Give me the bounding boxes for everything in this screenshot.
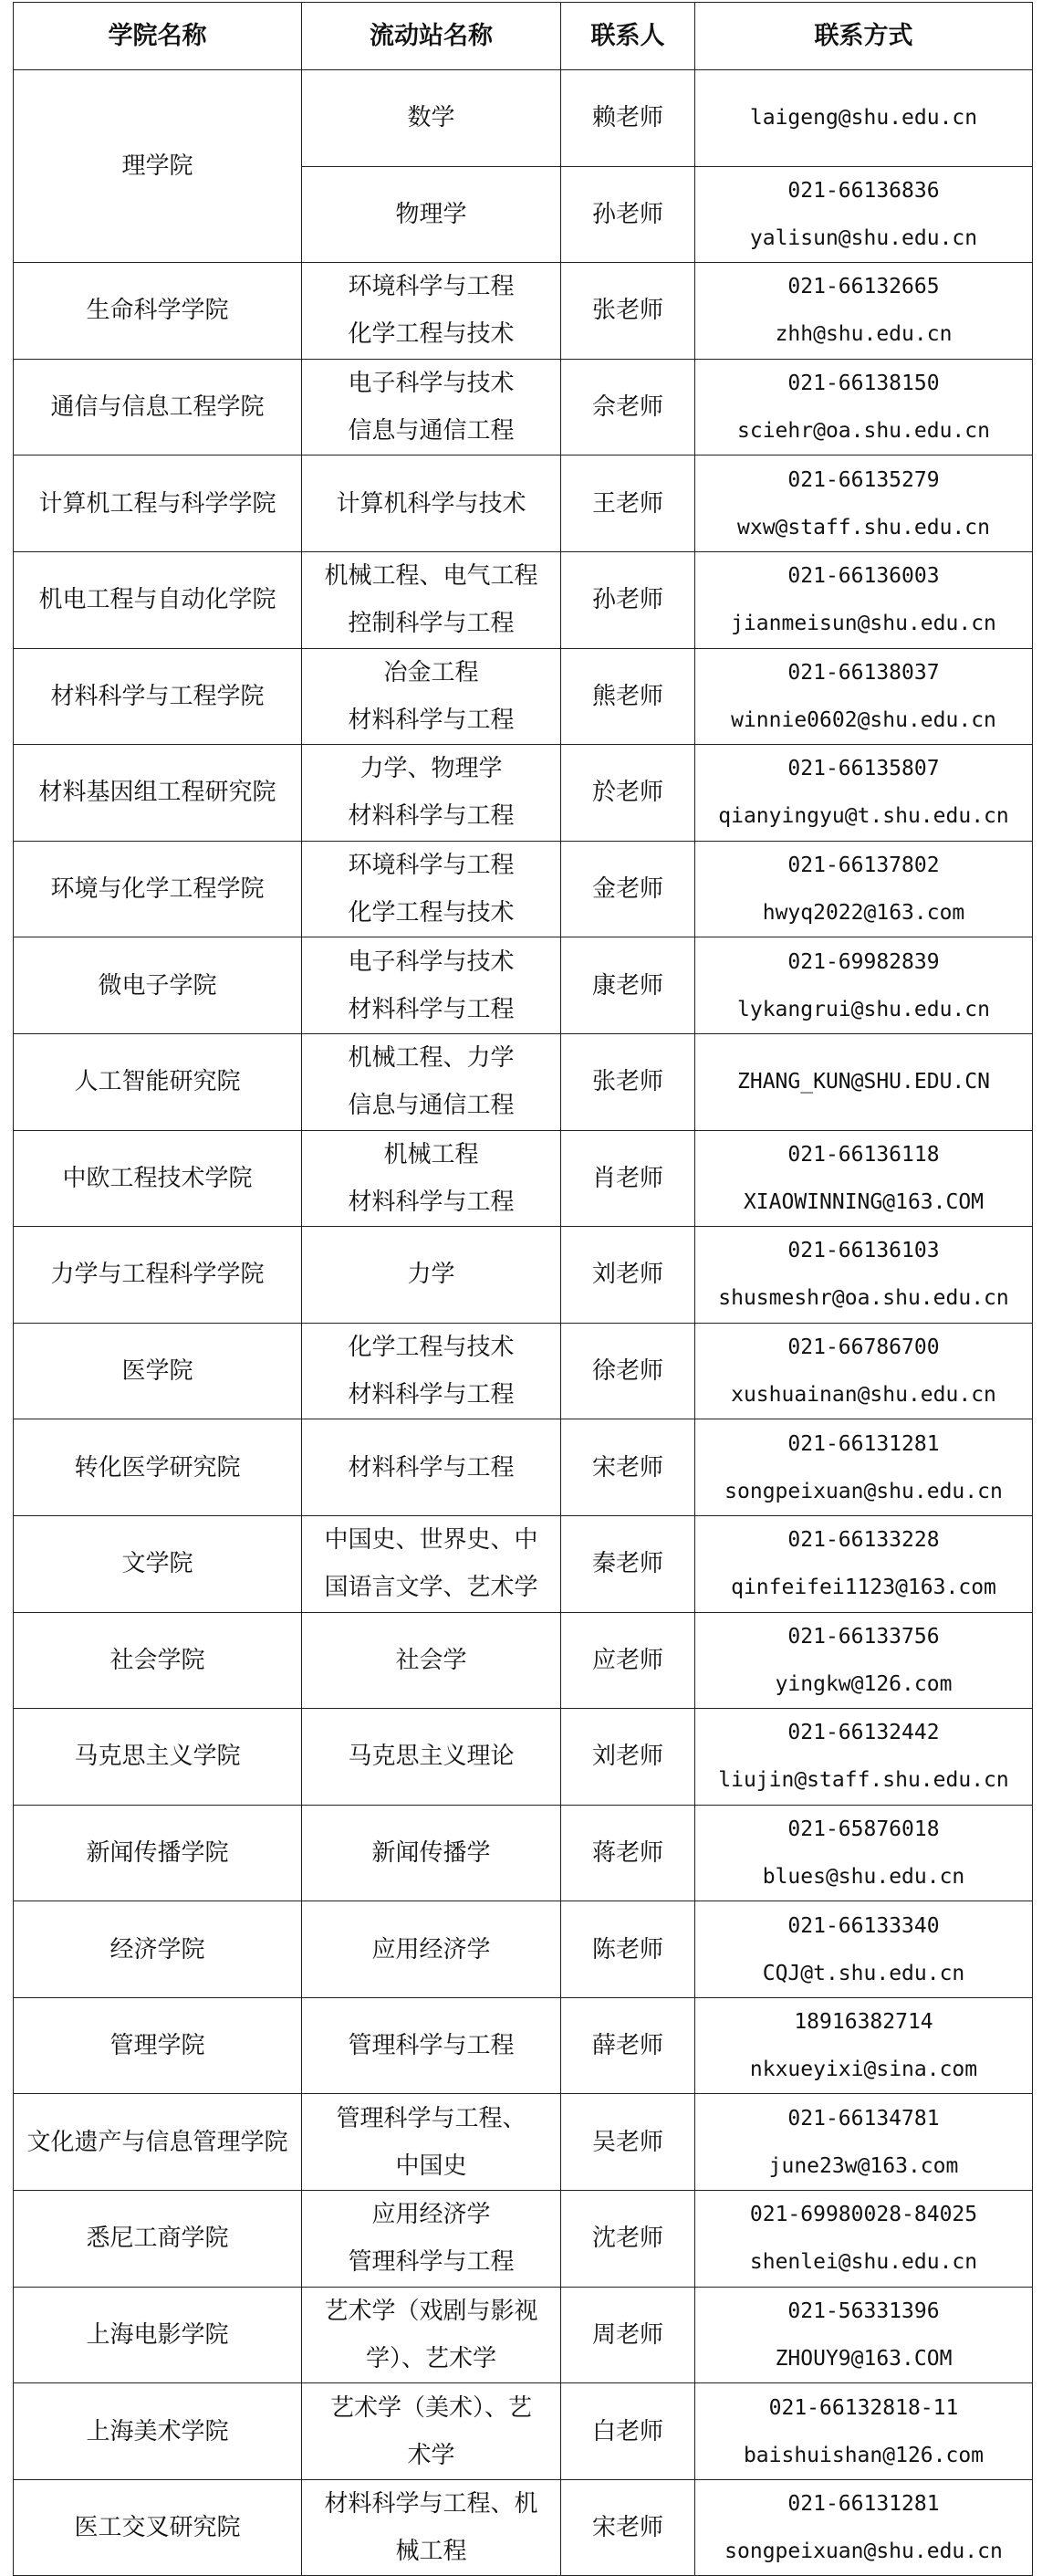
station-line: 电子科学与技术 xyxy=(348,948,515,976)
contact-info-cell xyxy=(695,2383,1033,2480)
station-line: 机械工程、力学 xyxy=(348,1044,515,1073)
email-text: shusmeshr@oa.shu.edu.cn xyxy=(718,1286,1009,1311)
college-name-cell: 理学院 xyxy=(14,70,302,263)
phone-text: 021-69980028-84025 xyxy=(749,2203,978,2227)
contact-info-cell xyxy=(695,745,1033,842)
college-name-cell: 新闻传播学院 xyxy=(14,1805,302,1901)
station-line: 冶金工程 xyxy=(383,658,479,686)
contact-person-cell: 宋老师 xyxy=(561,1419,695,1516)
station-line: 材料科学与工程 xyxy=(348,706,515,734)
contact-info-cell xyxy=(695,648,1033,745)
contact-info-cell xyxy=(695,2094,1033,2191)
station-line: 国语言文学、艺术学 xyxy=(324,1574,538,1602)
station-line: 械工程 xyxy=(395,2538,467,2566)
contact-info-cell xyxy=(695,1901,1033,1998)
college-name-cell: 马克思主义学院 xyxy=(14,1709,302,1806)
station-line: 机械工程、电气工程 xyxy=(324,562,538,591)
contact-info-cell xyxy=(695,1612,1033,1709)
station-cell xyxy=(302,2479,561,2576)
contact-person-cell: 肖老师 xyxy=(561,1130,695,1227)
table-row xyxy=(14,1033,1033,1130)
email-text: xushuainan@shu.edu.cn xyxy=(731,1383,996,1408)
station-line: 应用经济学 xyxy=(371,1935,491,1963)
contact-info-cell xyxy=(695,841,1033,937)
station-line: 信息与通信工程 xyxy=(348,1092,515,1120)
station-cell xyxy=(302,2287,561,2383)
station-line: 材料科学与工程 xyxy=(348,1453,515,1482)
table-row xyxy=(14,648,1033,745)
phone-text: 021-66132665 xyxy=(787,275,940,299)
station-cell xyxy=(302,1997,561,2094)
phone-text: 021-65876018 xyxy=(787,1817,940,1841)
college-name-cell: 医学院 xyxy=(14,1323,302,1419)
table-row xyxy=(14,937,1033,1034)
college-name-cell: 材料科学与工程学院 xyxy=(14,648,302,745)
contact-info-cell xyxy=(695,1130,1033,1227)
contact-info-cell xyxy=(695,166,1033,263)
contact-person-cell: 孙老师 xyxy=(561,551,695,648)
station-cell xyxy=(302,263,561,360)
header-station: 流动站名称 xyxy=(302,3,561,70)
contact-info-cell xyxy=(695,1323,1033,1419)
college-name-cell: 生命科学学院 xyxy=(14,263,302,360)
contact-info-cell xyxy=(695,1227,1033,1324)
phone-text: 021-66135279 xyxy=(787,467,940,492)
station-cell xyxy=(302,2094,561,2191)
college-name-cell: 经济学院 xyxy=(14,1901,302,1998)
college-name-cell: 悉尼工商学院 xyxy=(14,2191,302,2288)
contact-info-cell xyxy=(695,1997,1033,2094)
contact-info-cell xyxy=(695,359,1033,456)
email-text: qinfeifei1123@163.com xyxy=(731,1576,996,1600)
contact-person-cell: 徐老师 xyxy=(561,1323,695,1419)
contact-person-cell: 白老师 xyxy=(561,2383,695,2480)
email-text: qianyingyu@t.shu.edu.cn xyxy=(718,804,1009,829)
phone-text: 021-66133228 xyxy=(787,1528,940,1553)
contact-table xyxy=(13,2,1033,2576)
email-text: winnie0602@shu.edu.cn xyxy=(731,707,996,732)
station-line: 力学 xyxy=(407,1261,455,1289)
station-line: 管理科学与工程 xyxy=(348,2032,515,2060)
station-cell xyxy=(302,1901,561,1998)
contact-person-cell: 佘老师 xyxy=(561,359,695,456)
email-text: liujin@staff.shu.edu.cn xyxy=(718,1768,1009,1793)
email-text: songpeixuan@shu.edu.cn xyxy=(724,2539,1003,2564)
phone-text: 021-66136118 xyxy=(787,1142,940,1167)
contact-person-cell: 金老师 xyxy=(561,841,695,937)
email-text: laigeng@shu.edu.cn xyxy=(749,106,978,131)
contact-person-cell: 於老师 xyxy=(561,745,695,842)
phone-text: 021-66132818-11 xyxy=(768,2395,959,2420)
contact-info-cell xyxy=(695,1419,1033,1516)
email-text: hwyq2022@163.com xyxy=(762,901,965,926)
college-name-cell: 社会学院 xyxy=(14,1612,302,1709)
contact-person-cell: 沈老师 xyxy=(561,2191,695,2288)
college-name-cell: 文学院 xyxy=(14,1515,302,1612)
contact-info-cell xyxy=(695,1033,1033,1130)
college-name-cell: 转化医学研究院 xyxy=(14,1419,302,1516)
station-line: 材料科学与工程 xyxy=(348,802,515,831)
station-line: 控制科学与工程 xyxy=(348,610,515,638)
college-name-cell: 上海电影学院 xyxy=(14,2287,302,2383)
station-line: 管理科学与工程、 xyxy=(336,2104,526,2132)
contact-info-cell xyxy=(695,1805,1033,1901)
contact-person-cell: 熊老师 xyxy=(561,648,695,745)
station-cell xyxy=(302,1515,561,1612)
email-text: songpeixuan@shu.edu.cn xyxy=(724,1479,1003,1503)
table-row xyxy=(14,1227,1033,1324)
station-line: 艺术学（戏剧与影视 xyxy=(324,2297,538,2325)
station-cell xyxy=(302,841,561,937)
table-row xyxy=(14,1709,1033,1806)
phone-text: 021-66136003 xyxy=(787,564,940,589)
contact-person-cell: 王老师 xyxy=(561,456,695,552)
contact-person-cell: 张老师 xyxy=(561,263,695,360)
phone-text: 021-66133340 xyxy=(787,1913,940,1938)
college-name-cell: 文化遗产与信息管理学院 xyxy=(14,2094,302,2191)
phone-text: 021-66786700 xyxy=(787,1335,940,1360)
email-text: nkxueyixi@sina.com xyxy=(749,2058,978,2082)
contact-person-cell: 宋老师 xyxy=(561,2479,695,2576)
phone-text: 021-66133756 xyxy=(787,1624,940,1649)
station-line: 材料科学与工程 xyxy=(348,1381,515,1409)
phone-text: 021-66135807 xyxy=(787,757,940,781)
station-line: 马克思主义理论 xyxy=(348,1743,515,1771)
contact-info-cell xyxy=(695,263,1033,360)
station-cell xyxy=(302,2191,561,2288)
email-text: CQJ@t.shu.edu.cn xyxy=(762,1961,965,1985)
contact-person-cell: 蒋老师 xyxy=(561,1805,695,1901)
email-text: baishuishan@126.com xyxy=(743,2443,985,2467)
station-cell xyxy=(302,456,561,552)
contact-info-cell xyxy=(695,456,1033,552)
station-line: 化学工程与技术 xyxy=(348,320,515,349)
phone-text: 021-66136836 xyxy=(787,178,940,203)
phone-text: 021-56331396 xyxy=(787,2299,940,2323)
station-cell xyxy=(302,937,561,1034)
email-text: june23w@163.com xyxy=(768,2153,959,2178)
table-row xyxy=(14,1515,1033,1612)
table-row xyxy=(14,1130,1033,1227)
contact-info-cell xyxy=(695,1709,1033,1806)
station-line: 环境科学与工程 xyxy=(348,852,515,880)
header-row xyxy=(14,3,1033,70)
phone-text: 021-66131281 xyxy=(787,1431,940,1456)
station-line: 信息与通信工程 xyxy=(348,417,515,445)
phone-text: 18916382714 xyxy=(794,2010,933,2035)
contact-info-cell xyxy=(695,551,1033,648)
station-line: 材料科学与工程 xyxy=(348,995,515,1023)
contact-person-cell: 吴老师 xyxy=(561,2094,695,2191)
station-line: 新闻传播学 xyxy=(371,1838,491,1867)
station-line: 学）、艺术学 xyxy=(365,2344,496,2372)
station-cell xyxy=(302,2383,561,2480)
table-row xyxy=(14,2383,1033,2480)
college-name-cell: 医工交叉研究院 xyxy=(14,2479,302,2576)
contact-person-cell: 孙老师 xyxy=(561,166,695,263)
station-line: 环境科学与工程 xyxy=(348,273,515,301)
station-cell xyxy=(302,1419,561,1516)
college-name-cell: 微电子学院 xyxy=(14,937,302,1034)
station-cell xyxy=(302,70,561,167)
email-text: zhh@shu.edu.cn xyxy=(775,322,953,347)
station-line: 应用经济学 xyxy=(371,2201,491,2229)
station-cell xyxy=(302,745,561,842)
station-cell xyxy=(302,551,561,648)
contact-info-cell xyxy=(695,2479,1033,2576)
table-row xyxy=(14,841,1033,937)
college-name-cell: 机电工程与自动化学院 xyxy=(14,551,302,648)
table-row xyxy=(14,2094,1033,2191)
phone-text: 021-66131281 xyxy=(787,2492,940,2517)
contact-info-cell xyxy=(695,2287,1033,2383)
station-line: 术学 xyxy=(407,2441,455,2469)
station-line: 化学工程与技术 xyxy=(348,899,515,927)
station-cell xyxy=(302,1805,561,1901)
station-cell xyxy=(302,166,561,263)
email-text: ZHANG_KUN@SHU.EDU.CN xyxy=(737,1070,990,1094)
college-name-cell: 中欧工程技术学院 xyxy=(14,1130,302,1227)
station-cell xyxy=(302,1612,561,1709)
phone-text: 021-69982839 xyxy=(787,949,940,974)
station-cell xyxy=(302,1033,561,1130)
station-line: 电子科学与技术 xyxy=(348,370,515,398)
college-name-cell: 环境与化学工程学院 xyxy=(14,841,302,937)
station-line: 物理学 xyxy=(395,200,467,228)
table-row xyxy=(14,1997,1033,2094)
phone-text: 021-66137802 xyxy=(787,853,940,878)
table-row xyxy=(14,1901,1033,1998)
college-name-cell: 材料基因组工程研究院 xyxy=(14,745,302,842)
table-body xyxy=(14,70,1033,2576)
table-row xyxy=(14,1805,1033,1901)
table-row xyxy=(14,359,1033,456)
table-row xyxy=(14,1612,1033,1709)
contact-info-cell xyxy=(695,70,1033,167)
email-text: ZHOUY9@163.COM xyxy=(775,2346,953,2371)
phone-text: 021-66134781 xyxy=(787,2106,940,2131)
phone-text: 021-66132442 xyxy=(787,1721,940,1745)
table-row xyxy=(14,2479,1033,2576)
contact-person-cell: 秦老师 xyxy=(561,1515,695,1612)
table-row xyxy=(14,70,1033,167)
contact-person-cell: 刘老师 xyxy=(561,1227,695,1324)
table-row xyxy=(14,1419,1033,1516)
station-cell xyxy=(302,1130,561,1227)
phone-text: 021-66138037 xyxy=(787,660,940,685)
contact-info-cell xyxy=(695,937,1033,1034)
station-line: 艺术学（美术）、艺 xyxy=(329,2393,532,2422)
college-name-cell: 上海美术学院 xyxy=(14,2383,302,2480)
station-line: 材料科学与工程 xyxy=(348,1188,515,1216)
contact-person-cell: 周老师 xyxy=(561,2287,695,2383)
table-row xyxy=(14,2191,1033,2288)
contact-person-cell: 张老师 xyxy=(561,1033,695,1130)
table-row xyxy=(14,1323,1033,1419)
email-text: yingkw@126.com xyxy=(775,1671,953,1696)
college-name-cell: 计算机工程与科学学院 xyxy=(14,456,302,552)
station-line: 社会学 xyxy=(395,1646,467,1674)
college-name-cell: 管理学院 xyxy=(14,1997,302,2094)
contact-person-cell: 应老师 xyxy=(561,1612,695,1709)
header-info: 联系方式 xyxy=(695,3,1033,70)
station-cell xyxy=(302,359,561,456)
contact-person-cell: 陈老师 xyxy=(561,1901,695,1998)
station-cell xyxy=(302,1709,561,1806)
contact-person-cell: 康老师 xyxy=(561,937,695,1034)
station-line: 力学、物理学 xyxy=(359,755,503,783)
email-text: shenlei@shu.edu.cn xyxy=(749,2250,978,2275)
contact-info-cell xyxy=(695,2191,1033,2288)
email-text: lykangrui@shu.edu.cn xyxy=(737,997,990,1021)
station-line: 中国史 xyxy=(395,2152,467,2180)
station-line: 计算机科学与技术 xyxy=(336,489,526,518)
station-line: 中国史、世界史、中 xyxy=(324,1526,538,1555)
phone-text: 021-66136103 xyxy=(787,1239,940,1263)
email-text: blues@shu.edu.cn xyxy=(762,1864,965,1889)
table-row xyxy=(14,263,1033,360)
station-cell xyxy=(302,1227,561,1324)
email-text: jianmeisun@shu.edu.cn xyxy=(731,612,996,636)
station-cell xyxy=(302,648,561,745)
header-contact: 联系人 xyxy=(561,3,695,70)
email-text: XIAOWINNING@163.COM xyxy=(743,1189,985,1214)
table-row xyxy=(14,2287,1033,2383)
email-text: wxw@staff.shu.edu.cn xyxy=(737,515,990,539)
header-college: 学院名称 xyxy=(14,3,302,70)
station-line: 化学工程与技术 xyxy=(348,1334,515,1362)
table-row xyxy=(14,456,1033,552)
table-row xyxy=(14,551,1033,648)
station-line: 材料科学与工程、机 xyxy=(324,2490,538,2518)
table-row xyxy=(14,745,1033,842)
email-text: yalisun@shu.edu.cn xyxy=(749,225,978,250)
phone-text: 021-66138150 xyxy=(787,372,940,396)
contact-person-cell: 薛老师 xyxy=(561,1997,695,2094)
college-name-cell: 通信与信息工程学院 xyxy=(14,359,302,456)
contact-person-cell: 赖老师 xyxy=(561,70,695,167)
contact-info-cell xyxy=(695,1515,1033,1612)
station-line: 机械工程 xyxy=(383,1140,479,1168)
station-cell xyxy=(302,1323,561,1419)
college-name-cell: 人工智能研究院 xyxy=(14,1033,302,1130)
station-line: 管理科学与工程 xyxy=(348,2248,515,2277)
station-line: 数学 xyxy=(407,104,455,132)
email-text: sciehr@oa.shu.edu.cn xyxy=(737,419,990,444)
contact-person-cell: 刘老师 xyxy=(561,1709,695,1806)
college-name-cell: 力学与工程科学学院 xyxy=(14,1227,302,1324)
